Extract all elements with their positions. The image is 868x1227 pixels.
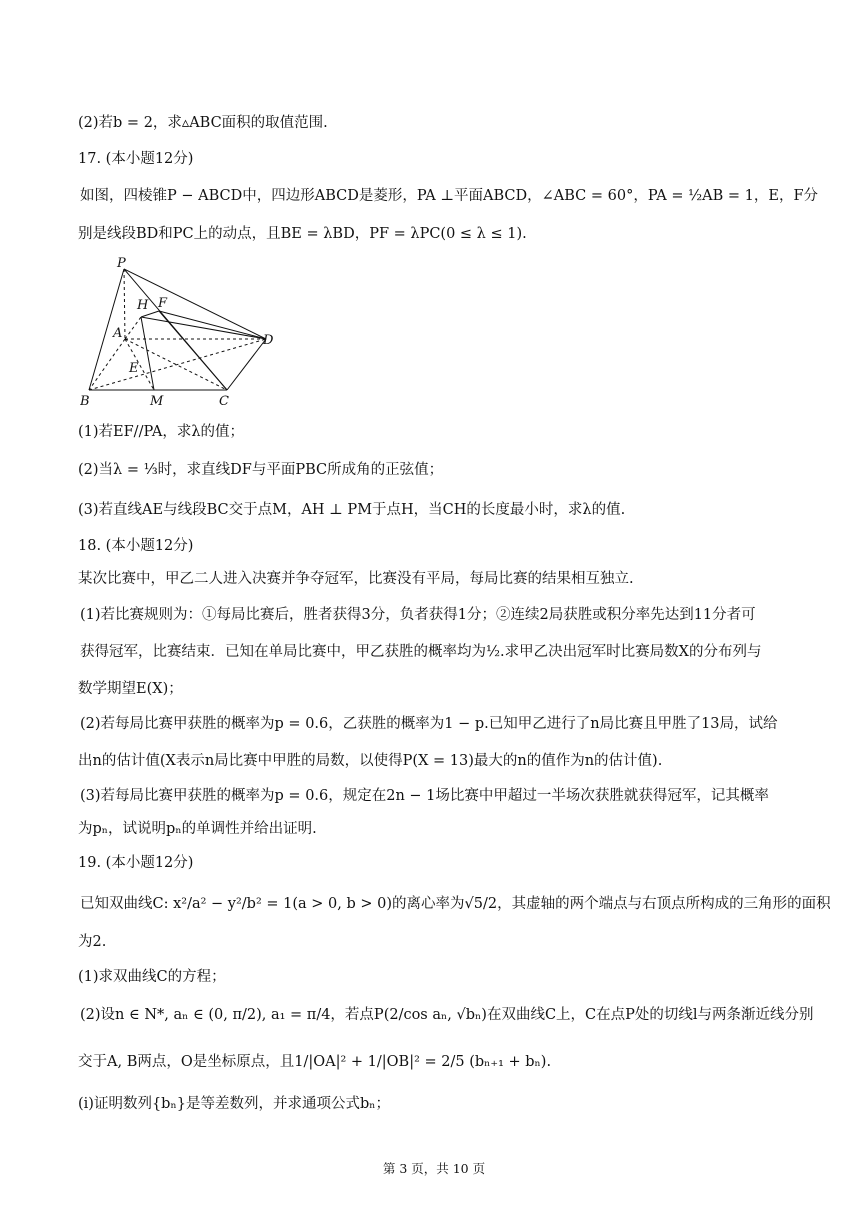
page-footer: 第 3 页，共 10 页 — [382, 1161, 486, 1176]
text-line: 如图，四棱锥P − ABCD中，四边形ABCD是菱形，PA ⊥平面ABCD，∠ABC = 60°，PA = ½AB = 1，E，F分 — [80, 188, 819, 204]
text-line: (2)若b = 2，求▵ABC面积的取值范围. — [78, 115, 328, 131]
label-H: H — [137, 298, 149, 313]
label-B: B — [80, 394, 90, 407]
problem-18-heading: 18. (本小题12分) — [78, 538, 194, 554]
text-line: 某次比赛中，甲乙二人进入决赛并争夺冠军，比赛没有平局，每局比赛的结果相互独立. — [78, 571, 634, 587]
text-line: (1)若比赛规则为：①每局比赛后，胜者获得3分，负者获得1分；②连续2局获胜或积分率先达到11分者可 — [80, 607, 756, 623]
text-line: 交于A, B两点，O是坐标原点，且1/|OA|² + 1/|OB|² = 2/5 (bₙ₊₁ + bₙ). — [78, 1054, 552, 1070]
text-line: 获得冠军，比赛结束．已知在单局比赛中，甲乙获胜的概率均为½.求甲乙决出冠军时比赛局数X的分布列与 — [80, 644, 762, 660]
text-line: 数学期望E(X)； — [78, 681, 183, 697]
text-line: (1)求双曲线C的方程； — [78, 969, 226, 985]
text-line: (i)证明数列{bₙ}是等差数列，并求通项公式bₙ； — [78, 1096, 391, 1112]
label-M: M — [150, 394, 164, 407]
label-F: F — [158, 296, 168, 311]
text-line: 为2. — [78, 934, 107, 950]
problem-17-heading: 17. (本小题12分) — [78, 151, 194, 167]
text-line: (2)若每局比赛甲获胜的概率为p = 0.6，乙获胜的概率为1 − p.已知甲乙进行了n局比赛且甲胜了13局，试给 — [80, 716, 778, 732]
text-line: (2)设n ∈ N*, aₙ ∈ (0, π/2), a₁ = π/4，若点P(2/cos aₙ, √bₙ)在双曲线C上，C在点P处的切线l与两条渐近线分别 — [80, 1007, 814, 1023]
text-line: (3)若每局比赛甲获胜的概率为p = 0.6，规定在2n − 1场比赛中甲超过一半场次获胜就获得冠军，记其概率 — [80, 788, 769, 804]
label-E: E — [129, 361, 139, 376]
label-A: A — [113, 326, 123, 341]
text-line: 出n的估计值(X表示n局比赛中甲胜的局数，以使得P(X = 13)最大的n的值作为n的估计值). — [78, 753, 663, 769]
label-P: P — [117, 256, 126, 271]
label-D: D — [263, 333, 274, 348]
text-line: 别是线段BD和PC上的动点，且BE = λBD，PF = λPC(0 ≤ λ ≤ 1). — [78, 226, 527, 242]
problem-19-heading: 19. (本小题12分) — [78, 855, 194, 871]
text-line: (2)当λ = ⅓时，求直线DF与平面PBC所成角的正弦值； — [78, 462, 444, 478]
pyramid-figure — [80, 255, 280, 407]
label-C: C — [219, 394, 229, 407]
text-line: (1)若EF//PA，求λ的值； — [78, 424, 245, 440]
text-line: 为pₙ，试说明pₙ的单调性并给出证明. — [78, 821, 317, 837]
text-line: 已知双曲线C: x²/a² − y²/b² = 1(a > 0, b > 0)的离心率为√5/2，其虚轴的两个端点与右顶点所构成的三角形的面积 — [80, 896, 831, 912]
text-line: (3)若直线AE与线段BC交于点M，AH ⊥ PM于点H，当CH的长度最小时，求λ的值. — [78, 502, 626, 518]
